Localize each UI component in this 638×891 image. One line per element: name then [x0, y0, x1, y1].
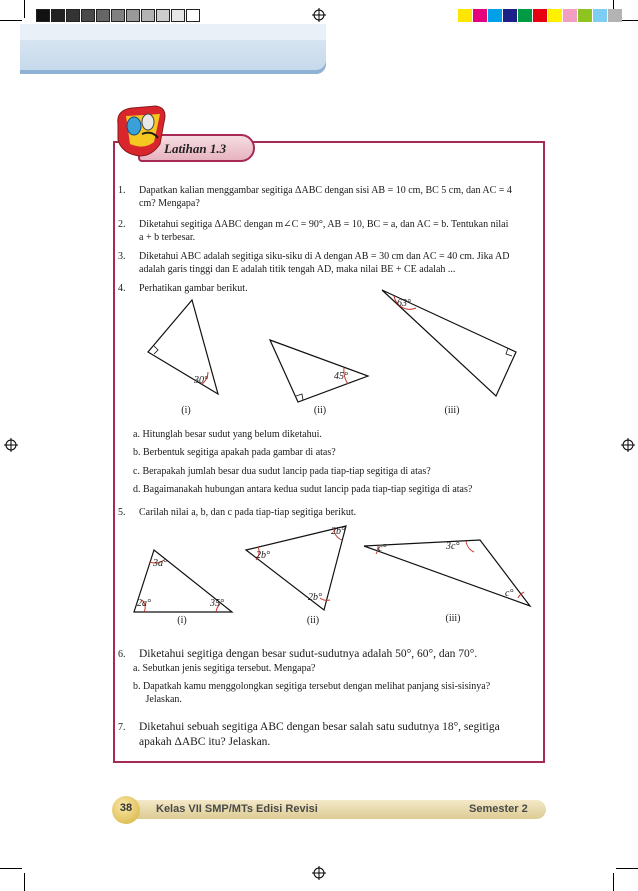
angle-label: 3a°: [153, 558, 167, 569]
figure-label: (iii): [445, 613, 461, 624]
triangle-5-ii: [246, 526, 346, 610]
figure-label: (i): [177, 615, 187, 626]
angle-label: c°: [378, 543, 387, 554]
question-7: [118, 720, 544, 752]
question-number: 2.: [118, 219, 126, 230]
exercise-title: Latihan 1.3: [164, 141, 227, 156]
question-text: a + b terbesar.: [139, 232, 196, 243]
question-number: 6.: [118, 649, 126, 660]
sub-question: d. Bagaimanakah hubungan antara kedua sudut lancip pada tiap-tiap segitiga di atas?: [133, 484, 473, 495]
registration-mark-icon: [621, 438, 635, 452]
question-text: Diketahui segitiga dengan besar sudut-sudutnya adalah 50°, 60°, dan 70°.: [139, 648, 478, 660]
header-band-highlight: [20, 24, 326, 40]
angle-label: 35°: [210, 598, 224, 609]
angle-label: 30°: [194, 375, 208, 386]
angle-label: 2b°: [331, 526, 345, 537]
sub-question: Jelaskan.: [133, 694, 182, 705]
crop-mark: [616, 868, 638, 869]
question-6: [118, 647, 544, 663]
triangle-4-ii: [270, 340, 368, 402]
angle-label: 63°: [397, 298, 411, 309]
registration-mark-icon: [312, 8, 326, 22]
crop-mark: [613, 873, 614, 891]
crop-mark: [24, 0, 25, 18]
figure-label: (ii): [306, 615, 320, 626]
crop-mark: [0, 20, 22, 21]
sub-question: a. Hitunglah besar sudut yang belum diketahui.: [133, 429, 322, 440]
question-number: 7.: [118, 722, 126, 733]
color-bars: [458, 9, 623, 22]
sub-question: c. Berapakah jumlah besar dua sudut lancip pada tiap-tiap segitiga di atas?: [133, 466, 431, 477]
question-text: Diketahui ABC adalah segitiga siku-siku di A dengan AB = 30 cm dan AC = 40 cm. Jika AD: [139, 251, 510, 262]
sub-question: b. Berbentuk segitiga apakah pada gambar di atas?: [133, 447, 336, 458]
crop-mark: [0, 868, 22, 869]
semester-label: Semester 2: [469, 803, 528, 815]
question-5: [118, 506, 544, 520]
figure-label: (ii): [313, 405, 327, 416]
question-2: [118, 218, 544, 244]
angle-label: 45°: [334, 371, 348, 382]
figure-label: (iii): [444, 405, 460, 416]
registration-mark-icon: [4, 438, 18, 452]
book-title: Kelas VII SMP/MTs Edisi Revisi: [156, 803, 318, 815]
angle-label: 2a°: [137, 598, 151, 609]
angle-label: 2b°: [256, 550, 270, 561]
crop-mark: [24, 873, 25, 891]
question-text: Perhatikan gambar berikut.: [139, 283, 248, 294]
question-3: [118, 250, 544, 276]
angle-label: 3c°: [446, 541, 460, 552]
question-text: Diketahui segitiga ΔABC dengan m∠C = 90°, AB = 10, BC = a, dan AC = b. Tentukan nilai: [139, 219, 509, 230]
figure-label: (i): [181, 405, 191, 416]
page-number: 38: [119, 802, 133, 814]
figure-q4: [120, 288, 540, 416]
question-number: 4.: [118, 283, 126, 294]
question-number: 5.: [118, 507, 126, 518]
question-text: Carilah nilai a, b, dan c pada tiap-tiap segitiga berikut.: [139, 507, 357, 518]
question-1: [118, 184, 544, 210]
question-text: cm? Mengapa?: [139, 198, 200, 209]
grayscale-bars: [36, 9, 201, 22]
angle-label: 2b°: [308, 592, 322, 603]
exercise-logo-icon: [112, 104, 170, 160]
question-text: Dapatkan kalian menggambar segitiga ΔABC dengan sisi AB = 10 cm, BC 5 cm, dan AC = 4: [139, 185, 512, 196]
question-text: adalah garis tinggi dan E adalah titik tengah AD, maka nilai BE + CE adalah ...: [139, 264, 456, 275]
sub-question: b. Dapatkah kamu menggolongkan segitiga tersebut dengan melihat panjang sisi-sisinya?: [133, 681, 491, 692]
registration-mark-icon: [312, 866, 326, 880]
question-text: apakah ΔABC itu? Jelaskan.: [139, 736, 271, 748]
question-number: 1.: [118, 185, 126, 196]
sub-question: a. Sebutkan jenis segitiga tersebut. Mengapa?: [133, 663, 316, 674]
figure-q5: [120, 522, 540, 618]
angle-label: c°: [505, 588, 514, 599]
question-text: Diketahui sebuah segitiga ABC dengan besar salah satu sudutnya 18°, segitiga: [139, 721, 500, 733]
question-number: 3.: [118, 251, 126, 262]
